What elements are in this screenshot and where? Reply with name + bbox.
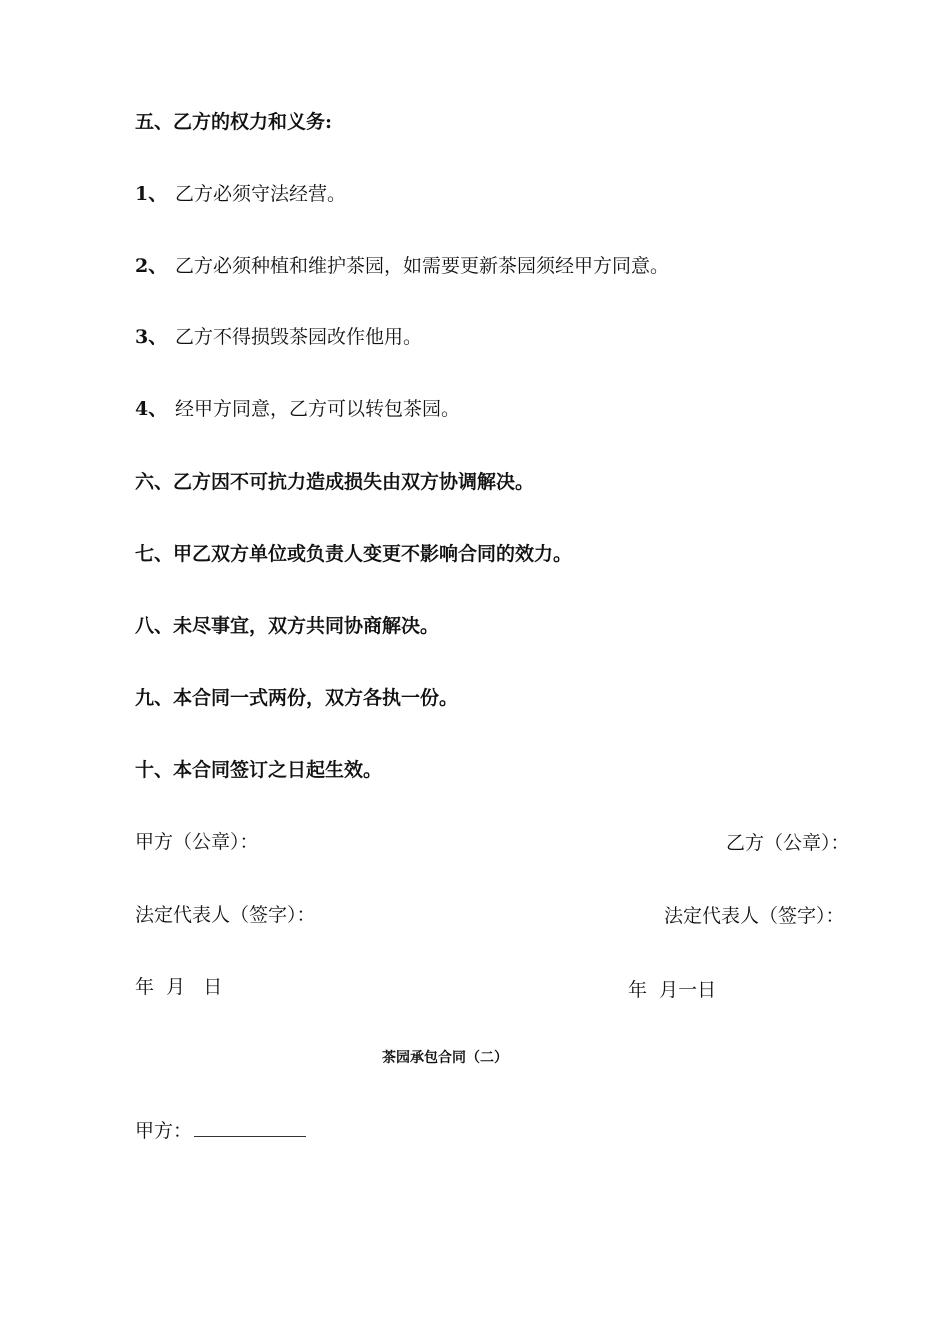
list-item bbox=[135, 182, 346, 206]
clause-8: 八、未尽事宜，双方共同协商解决。 bbox=[135, 615, 440, 637]
item-text: 乙方必须种植和维护茶园，如需要更新茶园须经甲方同意。 bbox=[175, 255, 670, 277]
party-a-field bbox=[135, 1118, 306, 1143]
party-b-rep-label: 法定代表人（签字）： bbox=[664, 905, 845, 927]
contract-2-title: 茶园承包合同（二） bbox=[382, 1050, 508, 1066]
party-b-date: 年 月一日 bbox=[628, 979, 717, 1001]
party-a-date: 年 月 日 bbox=[135, 976, 223, 998]
party-b-seal-label: 乙方（公章）： bbox=[726, 832, 850, 854]
item-number: 1、 bbox=[135, 183, 168, 205]
section-5-heading: 五、乙方的权力和义务: bbox=[135, 111, 333, 133]
party-a-blank-line bbox=[194, 1118, 306, 1137]
list-item bbox=[135, 325, 422, 349]
clause-7: 七、甲乙双方单位或负责人变更不影响合同的效力。 bbox=[135, 543, 573, 565]
clause-10: 十、本合同签订之日起生效。 bbox=[135, 759, 383, 781]
item-number: 2、 bbox=[135, 255, 168, 277]
item-text: 乙方不得损毁茶园改作他用。 bbox=[175, 326, 423, 348]
item-number: 3、 bbox=[135, 326, 168, 348]
clause-6: 六、乙方因不可抗力造成损失由双方协调解决。 bbox=[135, 471, 535, 493]
party-a-rep-label: 法定代表人（签字）： bbox=[135, 904, 316, 926]
party-a-seal-label: 甲方（公章）： bbox=[135, 831, 259, 853]
item-number: 4、 bbox=[135, 398, 168, 420]
list-item bbox=[135, 397, 460, 421]
clause-9: 九、本合同一式两份，双方各执一份。 bbox=[135, 687, 459, 709]
item-text: 经甲方同意，乙方可以转包茶园。 bbox=[175, 398, 461, 420]
list-item bbox=[135, 254, 669, 278]
item-text: 乙方必须守法经营。 bbox=[175, 183, 347, 205]
party-a-label: 甲方： bbox=[135, 1120, 193, 1142]
